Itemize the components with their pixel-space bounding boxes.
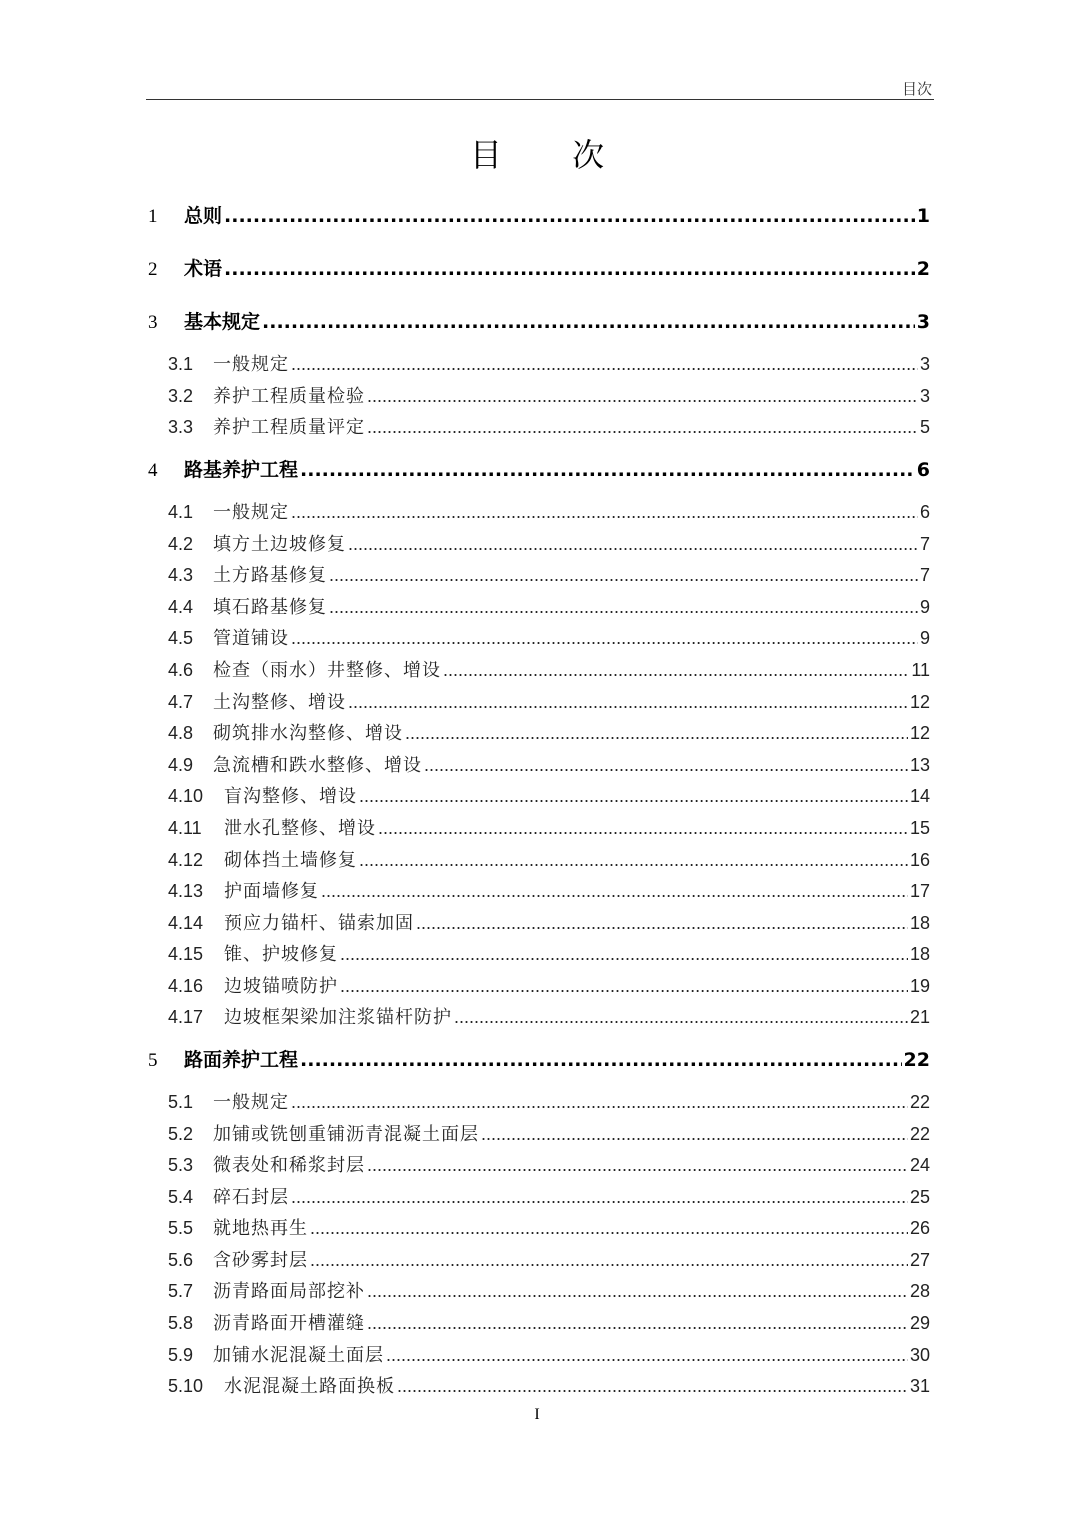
toc-entry-page: 6 bbox=[919, 502, 930, 522]
toc-entry-label: 就地热再生 bbox=[213, 1218, 308, 1239]
toc-entry-label: 急流槽和跌水整修、增设 bbox=[213, 755, 422, 776]
dot-leader bbox=[359, 850, 908, 871]
toc-section-entry[interactable] bbox=[168, 593, 930, 619]
toc-section-entry[interactable] bbox=[168, 782, 930, 808]
toc-entry-page: 26 bbox=[909, 1218, 930, 1238]
dot-leader bbox=[321, 881, 908, 902]
toc-entry-number: 5.10 bbox=[168, 1376, 204, 1396]
toc-entry-label: 加铺水泥混凝土面层 bbox=[213, 1345, 384, 1366]
dot-leader bbox=[329, 597, 918, 618]
toc-entry-page: 24 bbox=[909, 1155, 930, 1175]
toc-entry-page: 30 bbox=[909, 1345, 930, 1365]
toc-entry-label: 检查（雨水）井整修、增设 bbox=[213, 660, 441, 681]
toc-entry-label: 盲沟整修、增设 bbox=[224, 786, 357, 807]
toc-entry-label: 一般规定 bbox=[213, 502, 289, 523]
toc-section-entry[interactable] bbox=[168, 877, 930, 903]
dot-leader bbox=[310, 1218, 908, 1239]
dot-leader bbox=[386, 1345, 908, 1366]
toc-entry-page: 12 bbox=[909, 692, 930, 712]
dot-leader bbox=[291, 354, 918, 375]
dot-leader bbox=[367, 417, 918, 438]
toc-entry-label: 一般规定 bbox=[213, 354, 289, 375]
toc-entry-label: 边坡锚喷防护 bbox=[224, 976, 338, 997]
dot-leader bbox=[416, 913, 908, 934]
toc-entry-label: 砌体挡土墙修复 bbox=[224, 850, 357, 871]
dot-leader bbox=[367, 1313, 908, 1334]
toc-entry-number: 3.3 bbox=[168, 417, 194, 437]
toc-entry-number: 4.11 bbox=[168, 818, 202, 838]
dot-leader bbox=[340, 944, 908, 965]
toc-entry-number: 4.16 bbox=[168, 976, 204, 996]
dot-leader bbox=[224, 258, 915, 280]
toc-entry-label: 微表处和稀浆封层 bbox=[213, 1155, 365, 1176]
toc-entry-page: 5 bbox=[919, 417, 930, 437]
toc-section-entry[interactable] bbox=[168, 846, 930, 872]
dot-leader bbox=[405, 723, 908, 744]
toc-entry-page: 3 bbox=[919, 354, 930, 374]
toc-entry-number: 5.6 bbox=[168, 1250, 194, 1270]
dot-leader bbox=[348, 692, 908, 713]
toc-entry-label: 泄水孔整修、增设 bbox=[224, 818, 376, 839]
toc-entry-label: 沥青路面开槽灌缝 bbox=[213, 1313, 365, 1334]
toc-entry-page: 1 bbox=[916, 205, 930, 227]
toc-section-entry[interactable] bbox=[168, 719, 930, 745]
toc-entry-number: 5.8 bbox=[168, 1313, 194, 1333]
toc-entry-page: 17 bbox=[909, 881, 930, 901]
toc-entry-page: 3 bbox=[919, 386, 930, 406]
toc-entry-page: 29 bbox=[909, 1313, 930, 1333]
page-number: I bbox=[534, 1406, 540, 1423]
toc-section-entry[interactable] bbox=[168, 1088, 930, 1114]
toc-entry-label: 锥、护坡修复 bbox=[224, 944, 338, 965]
toc-entry-label: 加铺或铣刨重铺沥青混凝土面层 bbox=[213, 1124, 479, 1145]
toc-chapter-entry[interactable] bbox=[146, 307, 930, 334]
page-title: 目 次 bbox=[469, 136, 635, 174]
dot-leader bbox=[481, 1124, 908, 1145]
toc-entry-label: 土方路基修复 bbox=[213, 565, 327, 586]
toc-entry-label: 路面养护工程 bbox=[184, 1049, 299, 1071]
toc-section-entry[interactable] bbox=[168, 624, 930, 650]
toc-entry-number: 1 bbox=[148, 206, 158, 227]
toc-entry-number: 4 bbox=[148, 460, 158, 481]
toc-entry-page: 22 bbox=[903, 1049, 930, 1071]
dot-leader bbox=[367, 1155, 908, 1176]
toc-entry-page: 13 bbox=[909, 755, 930, 775]
dot-leader bbox=[329, 565, 918, 586]
toc-entry-page: 27 bbox=[909, 1250, 930, 1270]
toc-entry-number: 5.5 bbox=[168, 1218, 194, 1238]
toc-entry-label: 一般规定 bbox=[213, 1092, 289, 1113]
toc-entry-page: 22 bbox=[909, 1124, 930, 1144]
toc-entry-label: 填方土边坡修复 bbox=[213, 534, 346, 555]
toc-chapter-entry[interactable] bbox=[146, 455, 930, 482]
toc-entry-label: 护面墙修复 bbox=[224, 881, 319, 902]
toc-section-entry[interactable] bbox=[168, 413, 930, 439]
toc-entry-number: 4.1 bbox=[168, 502, 194, 522]
toc-entry-number: 4.15 bbox=[168, 944, 204, 964]
toc-entry-page: 15 bbox=[909, 818, 930, 838]
toc-entry-number: 4.9 bbox=[168, 755, 194, 775]
toc-chapter-entry[interactable] bbox=[146, 254, 930, 281]
toc-entry-number: 5.7 bbox=[168, 1281, 194, 1301]
toc-entry-label: 预应力锚杆、锚索加固 bbox=[224, 913, 414, 934]
dot-leader bbox=[291, 502, 918, 523]
toc-entry-label: 水泥混凝土路面换板 bbox=[224, 1376, 395, 1397]
toc-entry-page: 9 bbox=[919, 628, 930, 648]
toc-entry-number: 4.4 bbox=[168, 597, 194, 617]
toc-entry-page: 2 bbox=[916, 258, 930, 280]
toc-entry-label: 术语 bbox=[184, 258, 223, 280]
toc-entry-label: 基本规定 bbox=[184, 311, 261, 333]
toc-entry-number: 4.7 bbox=[168, 692, 194, 712]
toc-section-entry[interactable] bbox=[168, 1183, 930, 1209]
toc-entry-label: 管道铺设 bbox=[213, 628, 289, 649]
toc-section-entry[interactable] bbox=[168, 382, 930, 408]
dot-leader bbox=[291, 628, 918, 649]
toc-entry-number: 4.5 bbox=[168, 628, 194, 648]
toc-entry-page: 9 bbox=[919, 597, 930, 617]
toc-entry-number: 3 bbox=[148, 312, 158, 333]
toc-entry-number: 3.2 bbox=[168, 386, 194, 406]
toc-entry-page: 3 bbox=[916, 311, 930, 333]
toc-section-entry[interactable] bbox=[168, 530, 930, 556]
toc-section-entry[interactable] bbox=[168, 498, 930, 524]
toc-entry-number: 4.13 bbox=[168, 881, 204, 901]
toc-entry-label: 含砂雾封层 bbox=[213, 1250, 308, 1271]
toc-entry-number: 5.4 bbox=[168, 1187, 194, 1207]
toc-entry-number: 5.1 bbox=[168, 1092, 194, 1112]
toc-entry-number: 5 bbox=[148, 1050, 158, 1071]
toc-chapter-entry[interactable] bbox=[146, 201, 930, 228]
toc-entry-page: 12 bbox=[909, 723, 930, 743]
toc-entry-number: 2 bbox=[148, 259, 158, 280]
toc-section-entry[interactable] bbox=[168, 1277, 930, 1303]
toc-section-entry[interactable] bbox=[168, 656, 930, 682]
toc-section-entry[interactable] bbox=[168, 1151, 930, 1177]
toc-entry-page: 7 bbox=[919, 565, 930, 585]
toc-section-entry[interactable] bbox=[168, 1214, 930, 1240]
toc-entry-number: 5.3 bbox=[168, 1155, 194, 1175]
dot-leader bbox=[300, 1049, 902, 1071]
toc-entry-page: 7 bbox=[919, 534, 930, 554]
dot-leader bbox=[424, 755, 908, 776]
dot-leader bbox=[359, 786, 908, 807]
dot-leader bbox=[224, 205, 915, 227]
toc-entry-label: 养护工程质量评定 bbox=[213, 417, 365, 438]
toc-entry-number: 4.14 bbox=[168, 913, 204, 933]
toc-entry-label: 沥青路面局部挖补 bbox=[213, 1281, 365, 1302]
toc-entry-number: 4.12 bbox=[168, 850, 204, 870]
dot-leader bbox=[443, 660, 909, 681]
toc-entry-number: 4.3 bbox=[168, 565, 194, 585]
toc-entry-number: 4.10 bbox=[168, 786, 204, 806]
toc-entry-page: 11 bbox=[911, 660, 930, 680]
toc-section-entry[interactable] bbox=[168, 1372, 930, 1398]
toc-section-entry[interactable] bbox=[168, 1120, 930, 1146]
dot-leader bbox=[291, 1092, 908, 1113]
toc-entry-page: 25 bbox=[909, 1187, 930, 1207]
toc-entry-page: 6 bbox=[916, 459, 930, 481]
toc-entry-number: 4.6 bbox=[168, 660, 194, 680]
toc-section-entry[interactable] bbox=[168, 814, 930, 840]
toc-section-entry[interactable] bbox=[168, 1341, 930, 1367]
toc-section-entry[interactable] bbox=[168, 972, 930, 998]
toc-entry-number: 4.8 bbox=[168, 723, 194, 743]
toc-section-entry[interactable] bbox=[168, 1246, 930, 1272]
toc-section-entry[interactable] bbox=[168, 350, 930, 376]
toc-entry-page: 14 bbox=[909, 786, 930, 806]
dot-leader bbox=[262, 311, 915, 333]
toc-entry-page: 19 bbox=[909, 976, 930, 996]
toc-entry-page: 22 bbox=[909, 1092, 930, 1112]
toc-entry-label: 路基养护工程 bbox=[184, 459, 299, 481]
toc-section-entry[interactable] bbox=[168, 909, 930, 935]
toc-entry-page: 21 bbox=[909, 1007, 930, 1027]
toc-section-entry[interactable] bbox=[168, 940, 930, 966]
dot-leader bbox=[291, 1187, 908, 1208]
toc-entry-number: 4.17 bbox=[168, 1007, 204, 1027]
toc-entry-page: 28 bbox=[909, 1281, 930, 1301]
dot-leader bbox=[378, 818, 908, 839]
toc-entry-page: 18 bbox=[909, 944, 930, 964]
dot-leader bbox=[300, 459, 915, 481]
toc-entry-page: 18 bbox=[909, 913, 930, 933]
toc-section-entry[interactable] bbox=[168, 688, 930, 714]
running-header: 目次 bbox=[901, 82, 932, 98]
dot-leader bbox=[348, 534, 918, 555]
toc-section-entry[interactable] bbox=[168, 1003, 930, 1029]
dot-leader bbox=[397, 1376, 908, 1397]
toc-entry-label: 养护工程质量检验 bbox=[213, 386, 365, 407]
toc-entry-number: 4.2 bbox=[168, 534, 194, 554]
dot-leader bbox=[367, 1281, 908, 1302]
toc-section-entry[interactable] bbox=[168, 1309, 930, 1335]
toc-section-entry[interactable] bbox=[168, 561, 930, 587]
toc-entry-number: 3.1 bbox=[168, 354, 194, 374]
toc-entry-page: 31 bbox=[909, 1376, 930, 1396]
toc-entry-label: 填石路基修复 bbox=[213, 597, 327, 618]
toc-entry-label: 边坡框架梁加注浆锚杆防护 bbox=[224, 1007, 452, 1028]
toc-entry-number: 5.2 bbox=[168, 1124, 194, 1144]
toc-entry-number: 5.9 bbox=[168, 1345, 194, 1365]
toc-entry-label: 土沟整修、增设 bbox=[213, 692, 346, 713]
toc-section-entry[interactable] bbox=[168, 751, 930, 777]
toc-entry-page: 16 bbox=[909, 850, 930, 870]
toc-entry-label: 总则 bbox=[184, 205, 223, 227]
dot-leader bbox=[367, 386, 918, 407]
dot-leader bbox=[310, 1250, 908, 1271]
header-rule bbox=[146, 99, 934, 100]
toc-chapter-entry[interactable] bbox=[146, 1045, 930, 1072]
dot-leader bbox=[340, 976, 908, 997]
dot-leader bbox=[454, 1007, 908, 1028]
toc-entry-label: 碎石封层 bbox=[213, 1187, 289, 1208]
toc-entry-label: 砌筑排水沟整修、增设 bbox=[213, 723, 403, 744]
